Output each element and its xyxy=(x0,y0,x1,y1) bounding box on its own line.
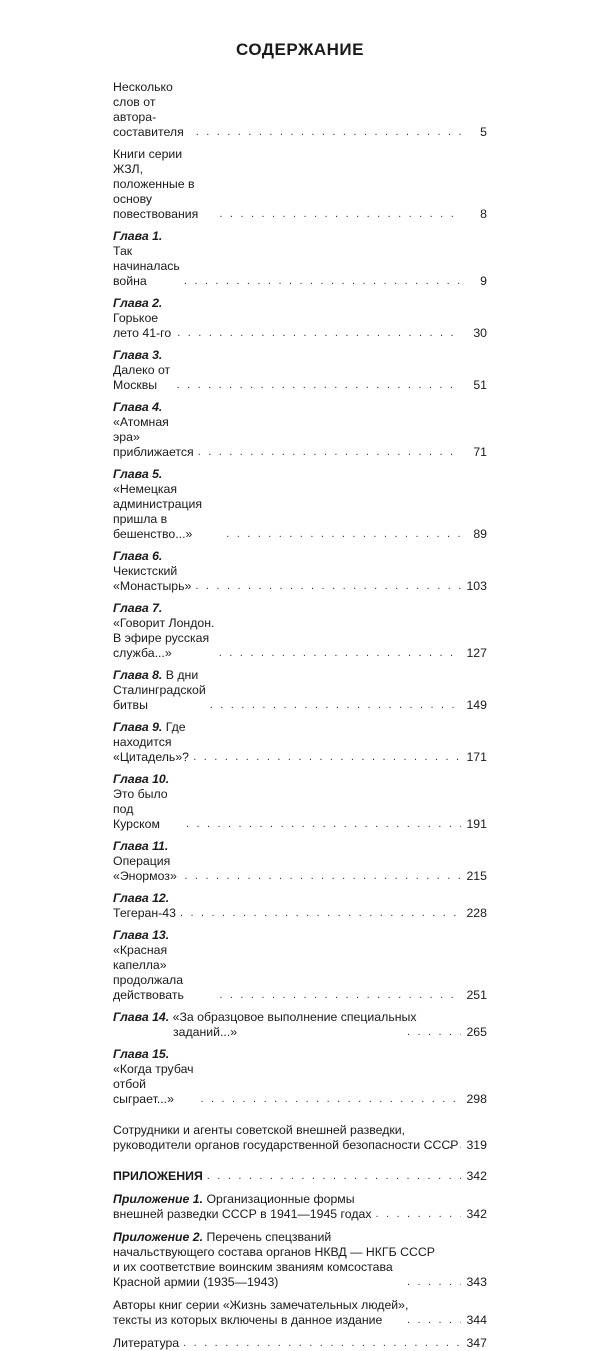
toc-entry-text: Несколько слов от автора-составителя xyxy=(113,80,184,139)
chapter-prefix: Глава 4. xyxy=(113,400,163,414)
toc-entry-text xyxy=(113,1298,409,1328)
toc-page-number: 347 xyxy=(466,1336,487,1350)
toc-entry[interactable] xyxy=(113,928,487,1003)
dot-leader xyxy=(219,990,461,1001)
entry-line-2: внешней разведки СССР в 1941—1945 годах xyxy=(113,1207,372,1221)
entry-line-2: тексты из которых включены в данное издание xyxy=(113,1313,383,1327)
toc-entry-text: Литература xyxy=(113,1336,180,1350)
toc-entry-text xyxy=(113,296,173,341)
chapter-title: «Красная капелла» продолжала действовать xyxy=(113,943,184,1002)
toc-page-number: 191 xyxy=(466,817,487,831)
dot-leader xyxy=(177,380,461,391)
toc-entry[interactable] xyxy=(113,839,487,884)
toc-section-entry[interactable] xyxy=(113,1169,487,1184)
toc-entry[interactable] xyxy=(113,601,487,661)
dot-leader xyxy=(184,871,461,882)
dot-leader xyxy=(219,648,461,659)
toc-entry-text xyxy=(113,720,189,765)
toc-entry-text xyxy=(113,1230,435,1290)
dot-leader xyxy=(407,1027,461,1038)
chapter-prefix: Глава 11. xyxy=(113,839,169,853)
appendix-prefix: Приложение 1. xyxy=(113,1192,204,1206)
entry-line-4: Красной армии (1935—1943) xyxy=(113,1275,279,1289)
toc-entry[interactable] xyxy=(113,549,487,594)
toc-entry[interactable] xyxy=(113,1192,487,1222)
entry-line-1: Сотрудники и агенты советской внешней разведки, xyxy=(113,1123,406,1137)
chapter-prefix: Глава 5. xyxy=(113,467,163,481)
dot-leader xyxy=(186,819,461,830)
chapter-title: Далеко от Москвы xyxy=(113,363,171,392)
entry-line-1: Авторы книг серии «Жизнь замечательных людей», xyxy=(113,1298,409,1312)
toc-page-number: 342 xyxy=(466,1169,487,1183)
toc-entry-text xyxy=(113,467,222,542)
toc-entry[interactable] xyxy=(113,720,487,765)
dot-leader xyxy=(407,1277,461,1288)
toc-page-number: 51 xyxy=(473,378,487,392)
chapter-prefix: Глава 6. xyxy=(113,549,163,563)
dot-leader xyxy=(207,1171,461,1182)
entry-line-1: Организационные формы xyxy=(206,1192,355,1206)
dot-leader xyxy=(407,1140,461,1151)
toc-page-number: 30 xyxy=(473,326,487,340)
toc-page-number: 343 xyxy=(466,1275,487,1289)
toc-page-number: 265 xyxy=(466,1025,487,1039)
entry-line-2: руководители органов государственной безопасности СССР xyxy=(113,1138,459,1152)
dot-leader xyxy=(201,1094,462,1105)
chapter-title: Чекистский «Монастырь» xyxy=(113,564,192,593)
toc-page-number: 9 xyxy=(480,274,487,288)
toc-entry[interactable] xyxy=(113,467,487,542)
toc-page-number: 89 xyxy=(473,527,487,541)
toc-entry[interactable] xyxy=(113,668,487,713)
chapter-title: «Атомная эра» приближается xyxy=(113,415,194,459)
toc-entry[interactable] xyxy=(113,400,487,460)
toc-page-number: 127 xyxy=(466,646,487,660)
toc-page-number: 251 xyxy=(466,988,487,1002)
toc-entry[interactable] xyxy=(113,296,487,341)
chapter-title: Это было под Курском xyxy=(113,787,168,831)
dot-leader xyxy=(198,447,461,458)
chapter-title-line-2: заданий...» xyxy=(173,1025,238,1039)
toc-entry-text xyxy=(113,229,180,289)
toc-entry-text xyxy=(113,772,182,832)
toc-entry-text xyxy=(113,549,191,594)
entry-line-3: и их соответствие воинским званиям комсостава xyxy=(113,1260,393,1274)
dot-leader xyxy=(210,700,461,711)
toc-page-number: 149 xyxy=(466,698,487,712)
dot-leader xyxy=(407,1315,461,1326)
toc-page-number: 344 xyxy=(466,1313,487,1327)
toc-page-number: 228 xyxy=(466,906,487,920)
chapter-prefix: Глава 13. xyxy=(113,928,170,942)
toc-page-number: 8 xyxy=(480,207,487,221)
toc-entry-text xyxy=(113,400,194,460)
chapter-prefix: Глава 2. xyxy=(113,296,163,310)
section-heading: ПРИЛОЖЕНИЯ xyxy=(113,1169,203,1183)
toc-entry[interactable] xyxy=(113,229,487,289)
toc-page-number: 319 xyxy=(466,1138,487,1152)
chapter-prefix: Глава 15. xyxy=(113,1047,170,1061)
entry-line-1: Перечень спецзваний xyxy=(206,1230,332,1244)
toc-page-number: 215 xyxy=(466,869,487,883)
chapter-title: В дни Сталинградской битвы xyxy=(113,668,206,712)
toc-entry[interactable] xyxy=(113,1010,487,1040)
toc-entry[interactable] xyxy=(113,772,487,832)
toc-entry[interactable] xyxy=(113,1336,487,1351)
toc-entry-text xyxy=(113,839,180,884)
chapter-title: Горькое лето 41-го xyxy=(113,311,172,340)
chapter-title: «Когда трубач отбой сыграет...» xyxy=(113,1062,194,1106)
toc-entry[interactable] xyxy=(113,1298,487,1328)
toc-entry-text xyxy=(113,1123,459,1153)
toc-page-number: 171 xyxy=(466,750,487,764)
toc-page-number: 5 xyxy=(480,125,487,139)
dot-leader xyxy=(184,276,461,287)
page-title: СОДЕРЖАНИЕ xyxy=(236,40,364,59)
toc-entry-text xyxy=(113,348,173,393)
dot-leader xyxy=(180,908,461,919)
table-of-contents xyxy=(113,74,487,1351)
toc-entry[interactable] xyxy=(113,80,487,140)
toc-page-number: 342 xyxy=(466,1207,487,1221)
chapter-prefix: Глава 7. xyxy=(113,601,163,615)
toc-page-number: 103 xyxy=(466,579,487,593)
chapter-title: Тегеран-43 xyxy=(113,906,176,920)
toc-entry-text xyxy=(113,668,206,713)
chapter-prefix: Глава 10. xyxy=(113,772,170,786)
toc-entry[interactable] xyxy=(113,147,487,222)
chapter-title-line-1: «За образцовое выполнение специальных xyxy=(172,1010,417,1024)
toc-entry[interactable] xyxy=(113,1230,487,1290)
dot-leader xyxy=(195,581,461,592)
dot-leader xyxy=(196,127,461,138)
toc-entry[interactable] xyxy=(113,348,487,393)
chapter-title: Операция «Энормоз» xyxy=(113,854,177,883)
dot-leader xyxy=(219,209,461,220)
toc-entry[interactable] xyxy=(113,1047,487,1107)
appendix-prefix: Приложение 2. xyxy=(113,1230,204,1244)
entry-line-2: начальствующего состава органов НКВД — НКГБ СССР xyxy=(113,1245,435,1259)
dot-leader xyxy=(376,1209,461,1220)
toc-page-number: 298 xyxy=(466,1092,487,1106)
toc-page-number: 71 xyxy=(473,445,487,459)
toc-entry-text xyxy=(113,928,215,1003)
chapter-prefix: Глава 9. xyxy=(113,720,163,734)
chapter-prefix: Глава 8. xyxy=(113,668,163,682)
dot-leader xyxy=(183,1338,461,1349)
chapter-title: «Немецкая администрация пришла в бешенство...» xyxy=(113,482,203,541)
dot-leader xyxy=(193,752,461,763)
toc-entry-text xyxy=(113,601,215,661)
toc-entry[interactable] xyxy=(113,891,487,921)
dot-leader xyxy=(226,529,461,540)
toc-entry[interactable] xyxy=(113,1123,487,1153)
toc-entry-text xyxy=(113,1047,197,1107)
chapter-title: Так начиналась война xyxy=(113,244,180,288)
chapter-prefix: Глава 1. xyxy=(113,229,163,243)
toc-entry-text xyxy=(113,891,176,921)
chapter-prefix: Глава 3. xyxy=(113,348,163,362)
chapter-prefix: Глава 14. xyxy=(113,1010,170,1024)
toc-entry-text xyxy=(113,1010,417,1040)
toc-entry-text: Книги серии ЖЗЛ, положенные в основу повествования xyxy=(113,147,199,221)
toc-entry-text xyxy=(113,1192,372,1222)
chapter-title: «Говорит Лондон. В эфире русская служба...» xyxy=(113,616,215,660)
chapter-title: Где находится «Цитадель»? xyxy=(113,720,190,764)
chapter-prefix: Глава 12. xyxy=(113,891,170,905)
dot-leader xyxy=(177,328,461,339)
